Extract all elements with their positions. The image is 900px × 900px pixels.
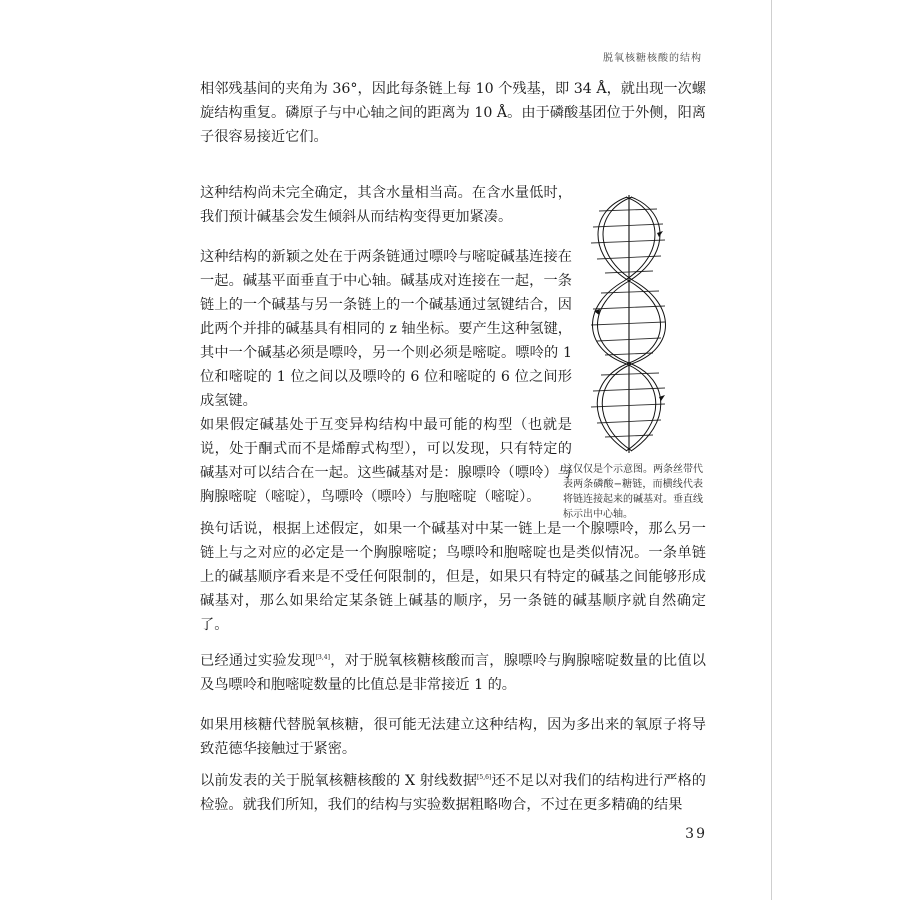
running-header: 脱氧核糖核酸的结构 bbox=[603, 53, 702, 64]
paragraph-base-sequence: 换句话说，根据上述假定，如果一个碱基对中某一链上是一个腺嘌呤，那么另一链上与之对应的必定是一个胸腺嘧啶；鸟嘌呤和胞嘧啶也是类似情况。一条单链上的碱基顺序看来是不受任何限制的，但是，如果只有特定的碱基之间能够形成碱基对，那么如果给定某条链上碱基的顺序，另一条链的碱基顺序就自然确定了。 bbox=[200, 521, 706, 633]
citation-3-4: [3,4] bbox=[315, 654, 330, 661]
xray-text-rest: 还不足以对我们的结构进行严格的检验。就我们所知，我们的结构与实验数据粗略吻合，不过在更多精确的结果 bbox=[200, 773, 706, 813]
paragraph-ribose: 如果用核糖代替脱氧核糖，很可能无法建立这种结构，因为多出来的氧原子将导致范德华接触过于紧密。 bbox=[200, 717, 706, 757]
page-number: 39 bbox=[685, 826, 707, 842]
ratio-text-lead: 已经通过实验发现 bbox=[200, 653, 316, 669]
double-helix-diagram bbox=[579, 193, 679, 455]
figure-caption: 这仅仅是个示意图。两条丝带代表两条磷酸−糖链，而横线代表将链连接起来的碱基对。垂直线标示出中心轴。 bbox=[563, 464, 703, 520]
paragraph-experimental-ratio bbox=[200, 649, 706, 697]
paragraph-helix-repeat: 相邻残基间的夹角为 36°，因此每条链上每 10 个残基，即 34 Å，就出现一次螺旋结构重复。磷原子与中心轴之间的距离为 10 Å。由于磷酸基团位于外侧，阳离子很容易接近它们。 bbox=[200, 81, 706, 145]
paragraph-tautomeric: 如果假定碱基处于互变异构结构中最可能的构型（也就是说，处于酮式而不是烯醇式构型），可以发现，只有特定的碱基对可以结合在一起。这些碱基对是：腺嘌呤（嘌呤）与胸腺嘧啶（嘧啶），鸟嘌呤（嘌呤）与胞嘧啶（嘧啶）。 bbox=[200, 417, 572, 505]
page-edge-divider bbox=[771, 0, 772, 900]
ratio-text-rest: ，对于脱氧核糖核酸而言，腺嘌呤与胸腺嘧啶数量的比值以及鸟嘌呤和胞嘧啶数量的比值总是非常接近 1 的。 bbox=[200, 653, 706, 693]
paragraph-xray-data bbox=[200, 769, 706, 817]
xray-text-lead: 以前发表的关于脱氧核糖核酸的 X 射线数据 bbox=[200, 773, 478, 789]
citation-5-6: [5,6] bbox=[477, 774, 492, 781]
paragraph-novel-feature: 这种结构的新颖之处在于两条链通过嘌呤与嘧啶碱基连接在一起。碱基平面垂直于中心轴。碱基成对连接在一起，一条链上的一个碱基与另一条链上的一个碱基通过氢键结合，因此两个并排的碱基具有相同的 z 轴坐标。要产生这种氢键，其中一个碱基必须是嘌呤，另一个则必须是嘧啶。嘌呤的 1 位和嘧啶的 1 位之间以及嘌呤的 6 位和嘧啶的 6 位之间形成氢键。 bbox=[200, 249, 572, 409]
paragraph-water-content: 这种结构尚未完全确定，其含水量相当高。在含水量低时，我们预计碱基会发生倾斜从而结构变得更加紧凑。 bbox=[200, 185, 572, 225]
